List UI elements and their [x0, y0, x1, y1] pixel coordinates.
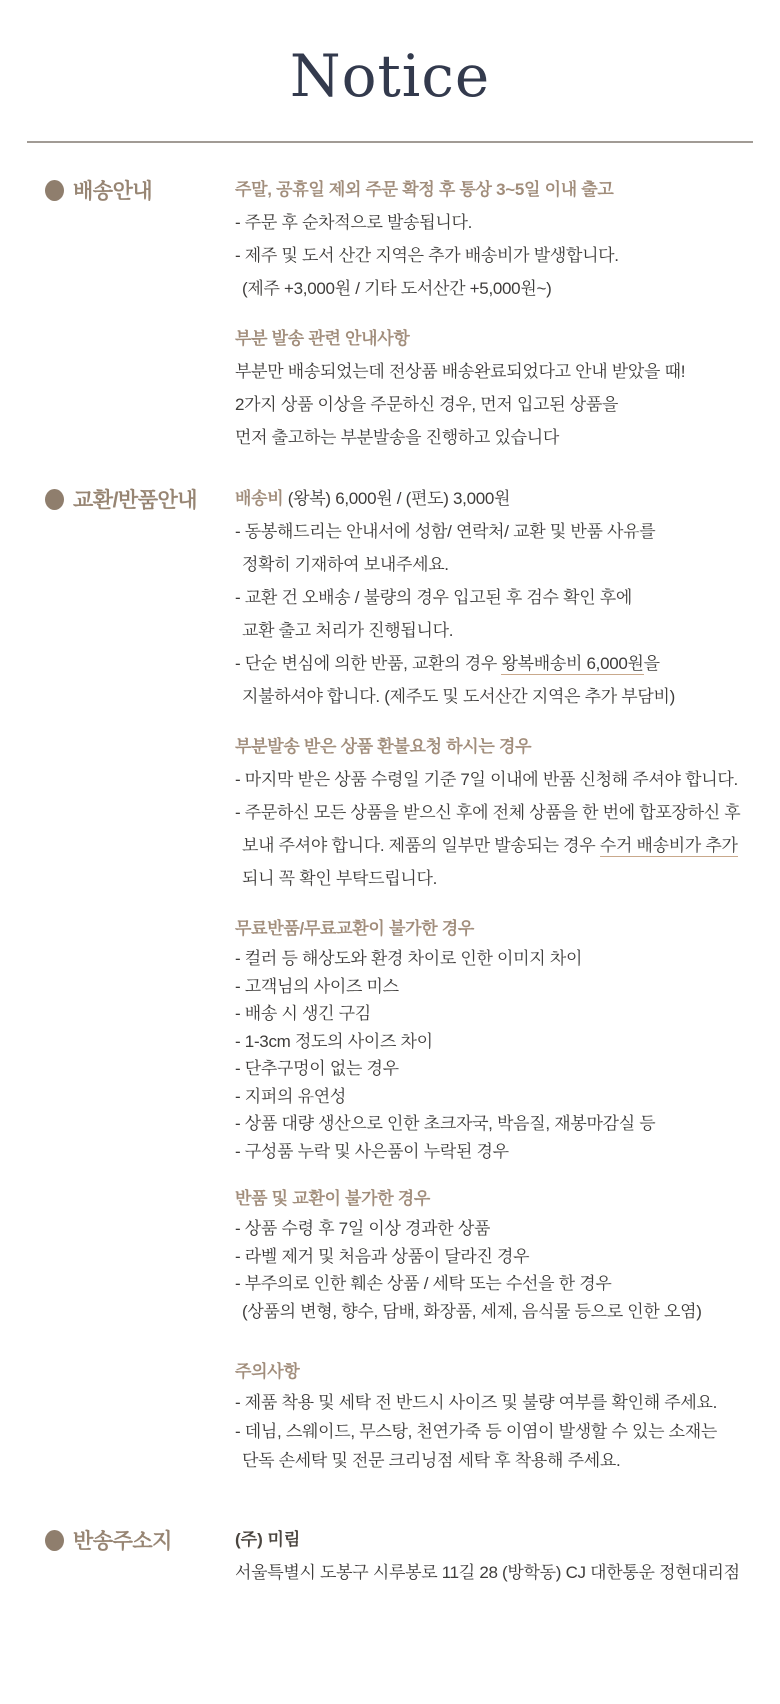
title-divider	[27, 141, 753, 143]
partial-shipping-line: 먼저 출고하는 부분발송을 진행하고 있습니다	[235, 428, 560, 447]
caution-line: - 제품 착용 및 세탁 전 반드시 사이즈 및 불량 여부를 확인해 주세요.	[235, 1393, 718, 1412]
no-return-subhead: 반품 및 교환이 불가한 경우	[235, 1189, 431, 1208]
section-shipping-content	[235, 173, 780, 454]
exchange-refund-line	[235, 647, 780, 680]
no-return-item: (상품의 변형, 향수, 담배, 화장품, 세제, 음식물 등으로 인한 오염)	[242, 1301, 702, 1321]
no-return-item: - 상품 수령 후 7일 이상 경과한 상품	[235, 1219, 491, 1238]
exchange-fee-value: (왕복) 6,000원 / (편도) 3,000원	[283, 489, 511, 508]
exchange-line: 정확히 기재하여 보내주세요.	[242, 555, 449, 574]
exchange-fee-line	[235, 482, 780, 515]
pickup-line-pre: 보내 주셔야 합니다. 제품의 일부만 발송되는 경우	[242, 836, 600, 855]
exchange-fee-label: 배송비	[235, 489, 284, 508]
exchange-line: 교환 출고 처리가 진행됩니다.	[242, 621, 454, 640]
section-heading-return-address: 반송주소지	[73, 1530, 172, 1553]
exchange-line: - 동봉해드리는 안내서에 성함/ 연락처/ 교환 및 반품 사유를	[235, 522, 656, 541]
no-free-item: - 구성품 누락 및 사은품이 누락된 경우	[235, 1141, 509, 1161]
no-free-item: - 단추구멍이 없는 경우	[235, 1059, 399, 1078]
no-free-item: - 상품 대량 생산으로 인한 초크자국, 박음질, 재봉마감실 등	[235, 1114, 656, 1133]
shipping-lead-line: 주말, 공휴일 제외 주문 확정 후 통상 3~5일 이내 출고	[235, 180, 614, 199]
partial-refund-line: - 마지막 받은 상품 수령일 기준 7일 이내에 반품 신청해 주셔야 합니다.	[235, 770, 738, 789]
section-shipping	[0, 173, 780, 454]
bullet-icon	[45, 1530, 64, 1551]
section-return-address-content	[235, 1523, 780, 1589]
section-return-address	[0, 1523, 780, 1589]
caution-subhead: 주의사항	[235, 1362, 300, 1381]
no-free-item: - 컬러 등 해상도와 환경 차이로 인한 이미지 차이	[235, 949, 583, 968]
partial-shipping-subhead: 부분 발송 관련 안내사항	[235, 329, 410, 348]
no-free-item: - 배송 시 생긴 구김	[235, 1004, 371, 1023]
no-return-item: - 부주의로 인한 훼손 상품 / 세탁 또는 수선을 한 경우	[235, 1274, 612, 1293]
bullet-icon	[45, 489, 64, 510]
refund-line-pre: - 단순 변심에 의한 반품, 교환의 경우	[235, 654, 502, 673]
page-title: Notice	[289, 42, 491, 110]
partial-shipping-line: 2가지 상품 이상을 주문하신 경우, 먼저 입고된 상품을	[235, 395, 619, 414]
partial-refund-line: - 주문하신 모든 상품을 받으신 후에 전체 상품을 한 번에 합포장하신 후	[235, 803, 741, 822]
exchange-line: - 교환 건 오배송 / 불량의 경우 입고된 후 검수 확인 후에	[235, 588, 633, 607]
section-return-address-label	[0, 1523, 235, 1555]
exchange-refund-line-cont: 지불하셔야 합니다. (제주도 및 도서산간 지역은 추가 부담비)	[242, 687, 676, 706]
partial-refund-subhead: 부분발송 받은 상품 환불요청 하시는 경우	[235, 737, 532, 756]
caution-line: 단독 손세탁 및 전문 크리닝점 세탁 후 착용해 주세요.	[242, 1451, 621, 1470]
partial-refund-pickup-line	[235, 829, 780, 862]
no-free-item: - 1-3cm 정도의 사이즈 차이	[235, 1031, 433, 1051]
section-shipping-label	[0, 173, 235, 205]
refund-fee-underlined: 왕복배송비 6,000원	[501, 654, 644, 673]
section-exchange-label	[0, 482, 235, 514]
return-company-name: (주) 미림	[235, 1530, 301, 1549]
section-heading-shipping: 배송안내	[73, 180, 153, 203]
refund-line-post: 을	[643, 654, 660, 673]
caution-line: - 데님, 스웨이드, 무스탕, 천연가죽 등 이염이 발생할 수 있는 소재는	[235, 1422, 718, 1441]
no-return-item: - 라벨 제거 및 처음과 상품이 달라진 경우	[235, 1246, 530, 1266]
pickup-fee-underlined: 수거 배송비가 추가	[599, 836, 738, 855]
return-address-line: 서울특별시 도봉구 시루봉로 11길 28 (방학동) CJ 대한통운 정현대리점	[235, 1563, 740, 1582]
no-free-item: - 고객님의 사이즈 미스	[235, 976, 399, 996]
shipping-line: (제주 +3,000원 / 기타 도서산간 +5,000원~)	[242, 279, 552, 298]
bullet-icon	[45, 180, 64, 201]
shipping-line: - 주문 후 순차적으로 발송됩니다.	[235, 213, 473, 232]
no-free-item: - 지퍼의 유연성	[235, 1086, 346, 1106]
section-exchange-return	[0, 482, 780, 1475]
shipping-line: - 제주 및 도서 산간 지역은 추가 배송비가 발생합니다.	[235, 246, 619, 265]
notice-page	[0, 38, 780, 1649]
partial-refund-line: 되니 꼭 확인 부탁드립니다.	[242, 869, 438, 888]
no-free-subhead: 무료반품/무료교환이 불가한 경우	[235, 919, 474, 938]
section-exchange-content	[235, 482, 780, 1475]
section-heading-exchange: 교환/반품안내	[73, 489, 198, 512]
partial-shipping-line: 부분만 배송되었는데 전상품 배송완료되었다고 안내 받았을 때!	[235, 362, 686, 381]
